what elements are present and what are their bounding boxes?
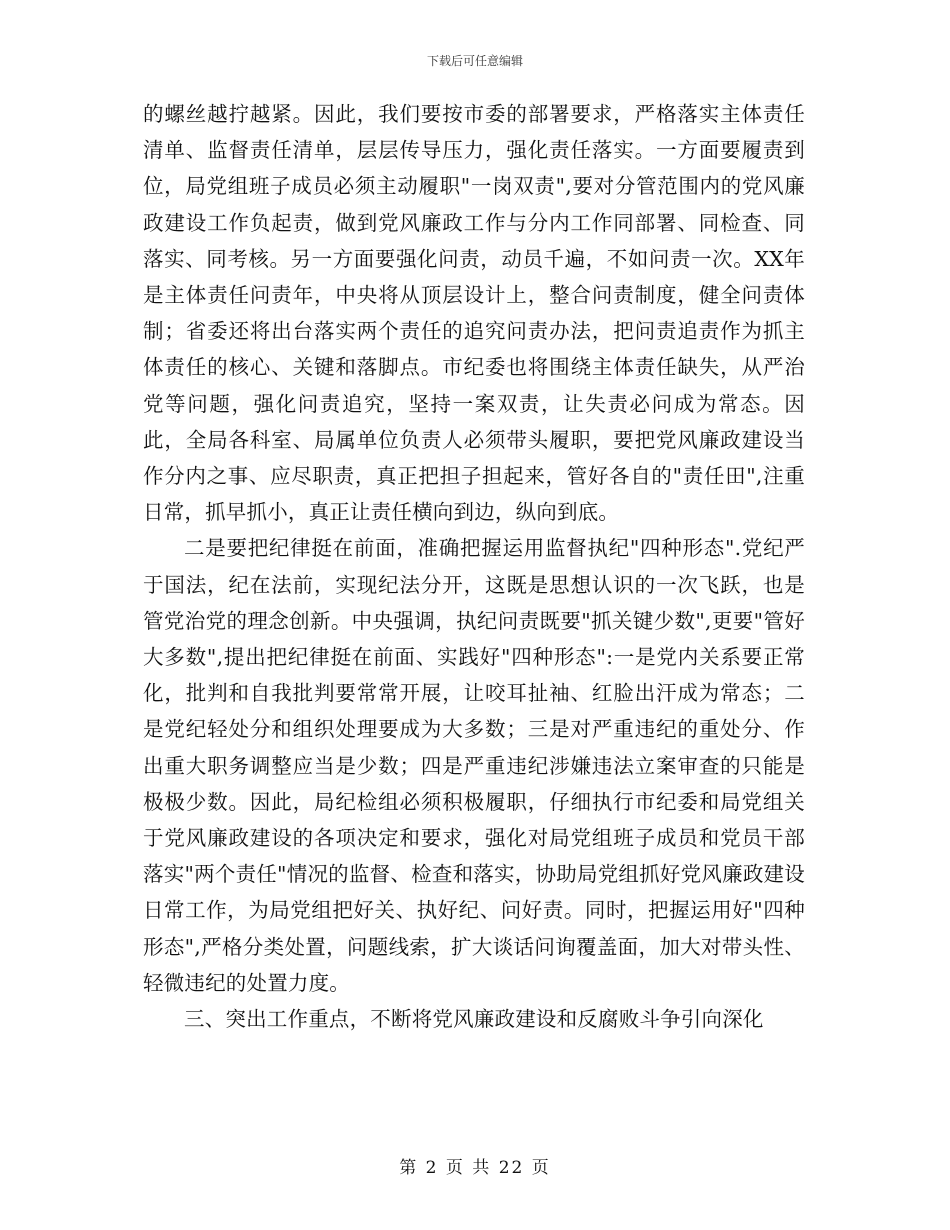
- document-body: [143, 96, 805, 1037]
- page-header: 下载后可任意编辑: [426, 54, 523, 68]
- paragraph-continued: 的螺丝越拧越紧。因此，我们要按市委的部署要求，严格落实主体责任清单、监督责任清单，层层传导压力，强化责任落实。一方面要履责到位，局党组班子成员必须主动履职"一岗双责",要对分管范围内的党风廉政建设工作负起责，做到党风廉政工作与分内工作同部署、同检查、同落实、同考核。另一方面要强化问责，动员千遍，不如问责一次。XX年是主体责任问责年，中央将从顶层设计上，整合问责制度，健全问责体制；省委还将出台落实两个责任的追究问责办法，把问责追责作为抓主体责任的核心、关键和落脚点。市纪委也将围绕主体责任缺失，从严治党等问题，强化问责追究，坚持一案双责，让失责必问成为常态。因此，全局各科室、局属单位负责人必须带头履职，要把党风廉政建设当作分内之事、应尽职责，真正把担子担起来，管好各自的"责任田",注重日常，抓早抓小，真正让责任横向到边，纵向到底。: [143, 102, 805, 525]
- section-heading: 三、突出工作重点，不断将党风廉政建设和反腐败斗争引向深化: [184, 1007, 764, 1032]
- page-number: 第 2 页 共 22 页: [399, 1158, 551, 1178]
- paragraph-discipline: 二是要把纪律挺在前面，准确把握运用监督执纪"四种形态".党纪严于国法，纪在法前，实现纪法分开，这既是思想认识的一次飞跃，也是管党治党的理念创新。中央强调，执纪问责既要"抓关键少数",更要"管好大多数",提出把纪律挺在前面、实践好"四种形态":一是党内关系要正常化，批判和自我批判要常常开展，让咬耳扯袖、红脸出汗成为常态；二是党纪轻处分和组织处理要成为大多数；三是对严重违纪的重处分、作出重大职务调整应当是少数；四是严重违纪涉嫌违法立案审查的只能是极极少数。因此，局纪检组必须积极履职，仔细执行市纪委和局党组关于党风廉政建设的各项决定和要求，强化对局党组班子成员和党员干部落实"两个责任"情况的监督、检查和落实，协助局党组抓好党风廉政建设日常工作，为局党组把好关、执好纪、问好责。同时，把握运用好"四种形态",严格分类处置，问题线索，扩大谈话问询覆盖面，加大对带头性、轻微违纪的处置力度。: [143, 536, 805, 995]
